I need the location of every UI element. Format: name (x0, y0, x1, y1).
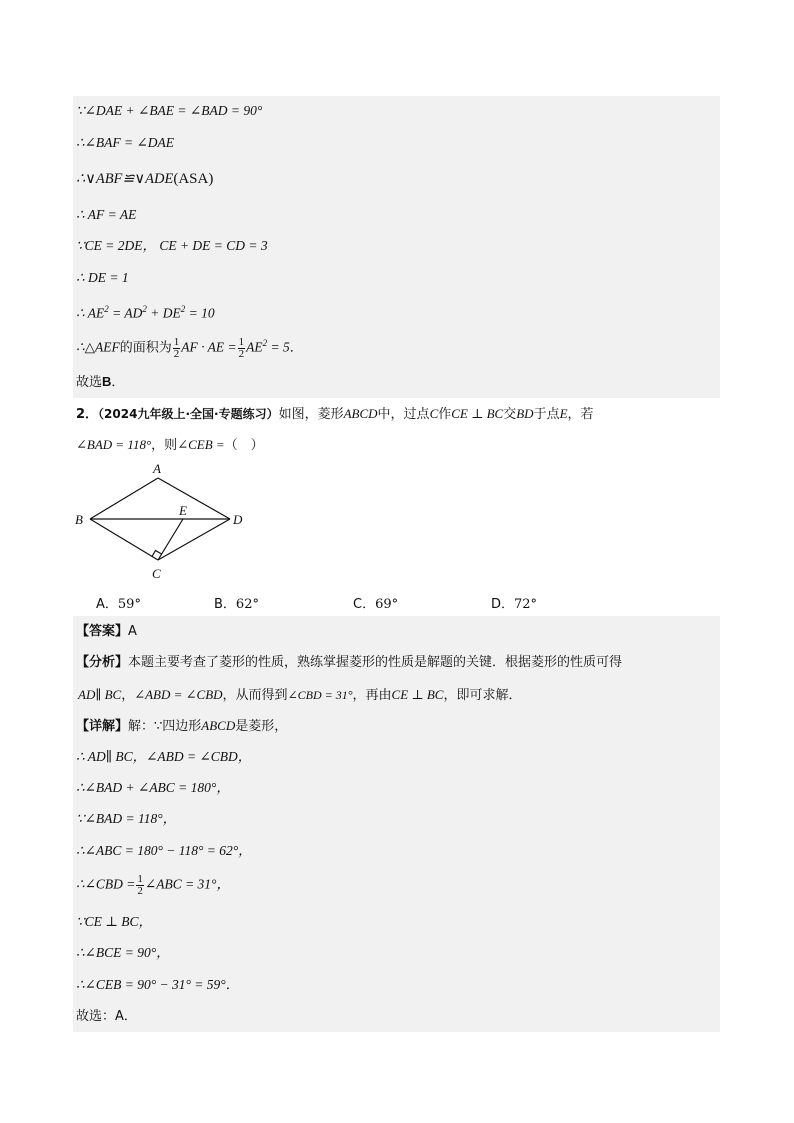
detail-step-8: ∴∠CEB = 90° − 31° = 59°． (76, 977, 240, 992)
side-ab (90, 478, 158, 519)
rhombus-figure (70, 458, 260, 583)
prev-step-4: ∴ AF = AE (76, 207, 137, 222)
prev-step-3: ∴∨ABF≌∨ADE(ASA) (76, 171, 214, 187)
detail-step-2: ∴∠BAD + ∠ABC = 180°， (76, 780, 230, 795)
detail-step-6: ∵CE ⊥ BC， (76, 914, 153, 929)
prev-conclusion: 故选B． (76, 374, 125, 390)
label-e: E (179, 503, 187, 518)
option-c: C．69° (353, 597, 399, 612)
label-c: C (152, 566, 161, 581)
prev-step-2: ∴∠BAF = ∠DAE (76, 135, 175, 150)
label-d: D (233, 512, 243, 527)
side-bc (90, 519, 158, 560)
prev-step-8: ∴△AEF的面积为 $\frac{1}{2}$ AF · AE = $\frac{1}{2}$ $AE^2 = 5$． (76, 335, 303, 360)
question-line-1: 2．（2024九年级上·全国·专题练习）如图，菱形ABCD中，过点C作CE ⊥ BC交BD于点E，若 (76, 406, 594, 422)
detail-intro: 【详解】解：∵四边形ABCD是菱形， (76, 718, 288, 734)
prev-step-5: ∵CE = 2DE， CE + DE = CD = 3 (76, 238, 268, 253)
analysis-line-2: AD∥ BC，∠ABD = ∠CBD，从而得到∠CBD = 31°，再由CE ⊥ BC，即可求解． (78, 687, 522, 703)
detail-step-3: ∵∠BAD = 118°， (76, 811, 177, 826)
option-a: A．59° (96, 597, 141, 612)
detail-final: 故选：A． (76, 1009, 137, 1024)
label-a: A (153, 461, 161, 476)
side-ad (158, 478, 230, 519)
option-b: B．62° (214, 597, 259, 612)
detail-step-1: ∴ AD∥ BC，∠ABD = ∠CBD， (76, 749, 252, 764)
detail-step-5: ∴∠CBD = $\frac{1}{2}$ ∠ABC = 31°， (76, 873, 230, 897)
detail-step-7: ∴∠BCE = 90°， (76, 945, 170, 960)
prev-step-7: ∴ $AE^2 = AD^2 + DE^2 = 10$ (76, 304, 215, 321)
prev-step-1: ∵∠DAE + ∠BAE = ∠BAD = 90° (76, 103, 263, 118)
analysis-line-1: 【分析】本题主要考查了菱形的性质，熟练掌握菱形的性质是解题的关键．根据菱形的性质可得 (76, 655, 623, 670)
label-b: B (75, 512, 83, 527)
answer-line: 【答案】A (76, 624, 137, 639)
segment-ce (158, 519, 183, 560)
detail-step-4: ∴∠ABC = 180° − 118° = 62°， (76, 843, 252, 858)
prev-step-6: ∴ DE = 1 (76, 270, 129, 285)
side-cd (158, 519, 230, 560)
question-line-2: ∠BAD = 118°，则∠CEB =（ ） (76, 437, 264, 453)
option-d: D．72° (491, 597, 538, 612)
